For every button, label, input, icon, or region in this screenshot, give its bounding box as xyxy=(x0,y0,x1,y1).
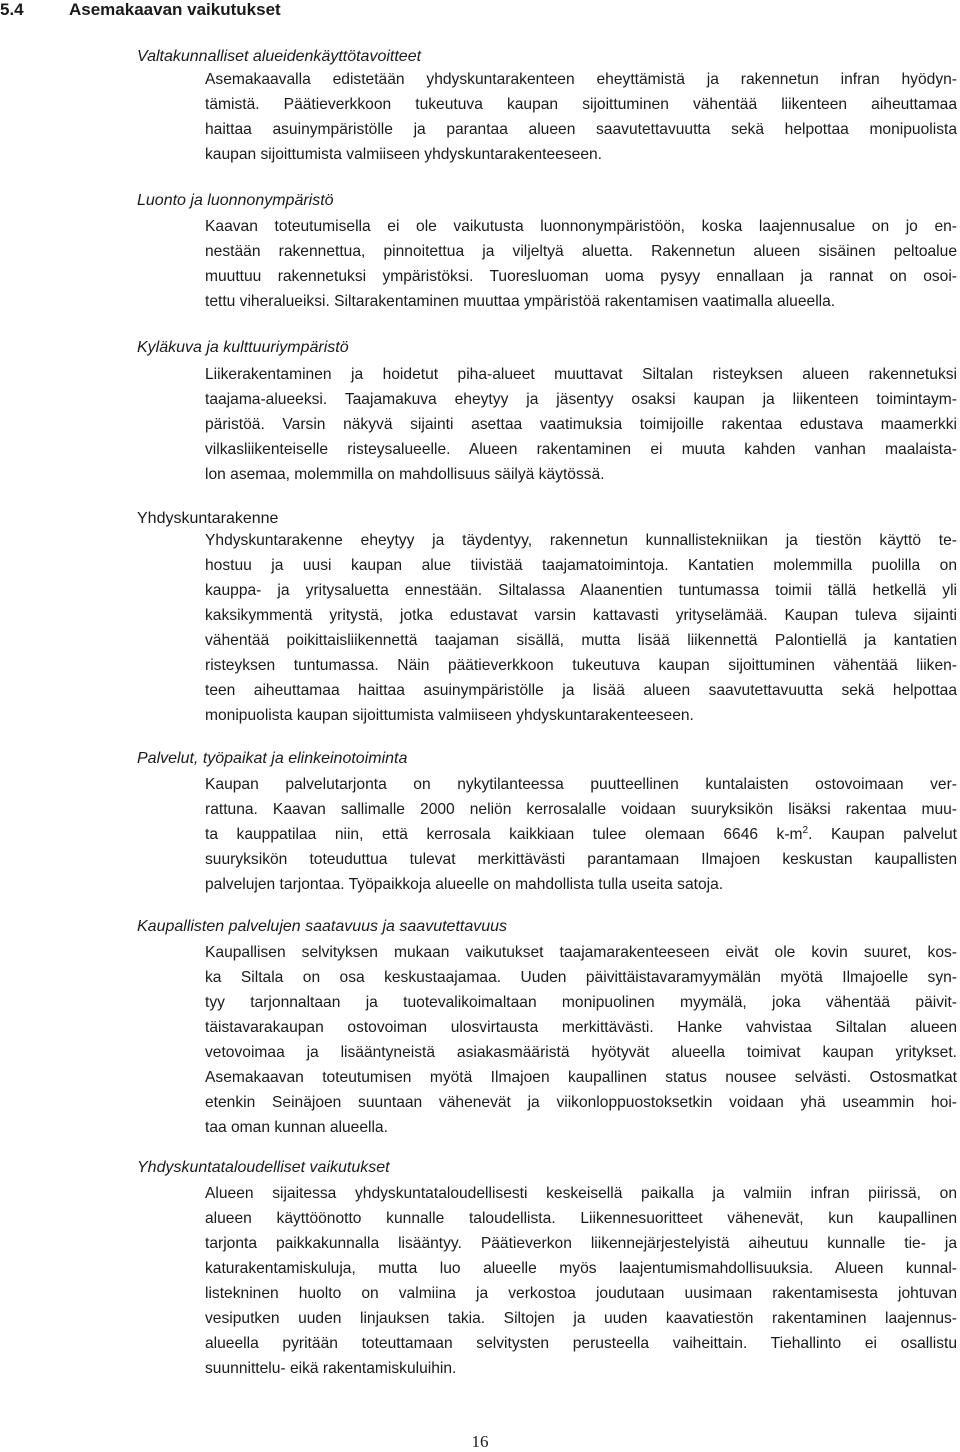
body-line: vähentää poikittaisliikennettä taajaman sisällä, mutta lisää liikennettä Palontiellä ja kantatien xyxy=(205,632,957,649)
body-line: suuryksikön toteuduttua tulevat merkittävästi parantamaan Ilmajoen keskustan kaupallisten xyxy=(205,851,957,868)
body-line: monipuolista kaupan sijoittumista valmiiseen yhdyskuntarakenteeseen. xyxy=(205,707,694,724)
body-line: kaksikymmentä yritystä, jotka edustavat varsin kattavasti yrityselämää. Kaupan tuleva sijainti xyxy=(205,607,957,624)
body-line: päristöä. Varsin näkyvä sijainti asettaa vaatimuksia toimijoille rakentaa edustava maamerkki xyxy=(205,416,957,433)
body-line: tämistä. Päätieverkkoon tukeutuva kaupan sijoittuminen vähentää liikenteen aiheuttamaa xyxy=(205,96,957,113)
subsection-body-kaupallisten xyxy=(205,940,957,1140)
section-heading-title: Asemakaavan vaikutukset xyxy=(69,0,281,19)
body-line-part: ta kauppatilaa niin, että kerrosala kaikkiaan tulee olemaan 6646 k-m xyxy=(205,826,803,843)
subsection-title-yhdyskuntarakenne: Yhdyskuntarakenne xyxy=(137,510,279,527)
body-line: haittaa asuinympäristölle ja parantaa alueen saavutettavuutta sekä helpottaa monipuolista xyxy=(205,121,957,138)
subsection-body-luonto xyxy=(205,214,957,314)
body-line: Liikerakentaminen ja hoidetut piha-alueet muuttavat Siltalan risteyksen alueen rakennetuksi xyxy=(205,366,957,383)
body-line: vilkasliikenteiselle risteysalueelle. Alueen rakentaminen ei muuta kahden vanhan maalaista- xyxy=(205,441,957,458)
subsection-title-luonto: Luonto ja luonnonympäristö xyxy=(137,192,334,209)
body-line: Kaupan palvelutarjonta on nykytilanteessa puutteellinen kuntalaisten ostovoimaan ver- xyxy=(205,776,957,793)
body-line: lon asemaa, molemmilla on mahdollisuus säilyä käytössä. xyxy=(205,466,605,483)
body-line: Kaupallisen selvityksen mukaan vaikutukset taajamarakenteeseen eivät ole kovin suuret, kos- xyxy=(205,944,957,961)
body-line: taa oman kunnan alueella. xyxy=(205,1119,388,1136)
body-line: rattuna. Kaavan sallimalle 2000 neliön kerrosalalle voidaan suuryksikön lisäksi rakentaa muu- xyxy=(205,801,957,818)
body-line: Asemakaavan toteutumisen myötä Ilmajoen kaupallinen status nousee selvästi. Ostosmatkat xyxy=(205,1069,957,1086)
body-line: alueella pyritään toteuttamaan selvitysten perusteella vaiheittain. Tiehallinto ei osallistu xyxy=(205,1335,957,1352)
body-line: Alueen sijaitessa yhdyskuntataloudellisesti keskeisellä paikalla ja valmiin infran piirissä, on xyxy=(205,1185,957,1202)
body-line: palvelujen tarjontaa. Työpaikkoja alueelle on mahdollista tulla useita satoja. xyxy=(205,876,724,893)
body-line: risteyksen tuntumassa. Näin päätieverkkoon tukeutuva kaupan sijoittuminen vähentää liiken- xyxy=(205,657,957,674)
body-line: ka Siltala on osa keskustaajamaa. Uuden päivittäistavaramyymälän myötä Ilmajoelle syn- xyxy=(205,969,957,986)
subsection-title-yhdyskuntataloudelliset: Yhdyskuntataloudelliset vaikutukset xyxy=(137,1159,390,1176)
body-line: vetovoimaa ja lisääntyneistä asiakasmääristä hyötyvät alueella toimivat kaupan yritykset. xyxy=(205,1044,957,1061)
body-line: etenkin Seinäjoen suuntaan vähenevät ja viikonloppuostoksetkin voidaan yhä useammin hoi- xyxy=(205,1094,957,1111)
body-line: hostuu ja uusi kaupan alue tiivistää taajamatoimintoja. Kantatien molemmilla puolilla on xyxy=(205,557,957,574)
body-line-with-superscript xyxy=(205,822,957,847)
body-line: tarjonta paikkakunnalla lisääntyy. Päätieverkon liikennejärjestelyistä aiheutuu kunnalle tie- ja xyxy=(205,1235,957,1252)
subsection-body-valtakunnalliset xyxy=(205,67,957,167)
body-line: Asemakaavalla edistetään yhdyskuntarakenteen eheyttämistä ja rakennetun infran hyödyn- xyxy=(205,71,957,88)
body-line: alueen käyttöönotto kunnalle taloudellista. Liikennesuoritteet vähenevät, kun kaupallinen xyxy=(205,1210,957,1227)
body-line: tyy tarjonnaltaan ja tuotevalikoimaltaan monipuolinen myymälä, joka vähentää päivit- xyxy=(205,994,957,1011)
subsection-title-valtakunnalliset: Valtakunnalliset alueidenkäyttötavoitteet xyxy=(137,48,422,65)
body-line: Kaavan toteutumisella ei ole vaikutusta luonnonympäristöön, koska laajennusalue on jo en- xyxy=(205,218,957,235)
body-line: täistavarakaupan ostovoiman ulosvirtausta merkittävästi. Hanke vahvistaa Siltalan alueen xyxy=(205,1019,957,1036)
area-unit-superscript: 2 xyxy=(802,824,809,836)
body-line: suunnittelu- eikä rakentamiskuluihin. xyxy=(205,1360,457,1377)
body-line: kauppa- ja yritysaluetta ennestään. Siltalassa Alaanentien tuntumassa toimii tällä hetkellä yli xyxy=(205,582,957,599)
subsection-title-kylakuva: Kyläkuva ja kulttuuriympäristö xyxy=(137,339,349,356)
body-line: listekninen huolto on valmiina ja verkostoa joudutaan uusimaan rakentamisesta johtuvan xyxy=(205,1285,957,1302)
body-line: vesiputken uuden linjauksen takia. Siltojen ja uuden kaavatiestön rakentaminen laajennus- xyxy=(205,1310,957,1327)
section-number: 5.4 xyxy=(0,0,24,19)
subsection-body-yhdyskuntarakenne xyxy=(205,528,957,728)
body-line: nestään rakennettua, pinnoitettua ja viljeltyä aluetta. Rakennetun alueen sisäinen peltoalue xyxy=(205,243,957,260)
subsection-title-kaupallisten: Kaupallisten palvelujen saatavuus ja saavutettavuus xyxy=(137,918,508,935)
page-number: 16 xyxy=(471,1432,489,1451)
body-line: Yhdyskuntarakenne eheytyy ja täydentyy, rakennetun kunnallistekniikan ja tiestön käyttö te- xyxy=(205,532,957,549)
subsection-body-palvelut xyxy=(205,772,957,897)
subsection-title-palvelut: Palvelut, työpaikat ja elinkeinotoiminta xyxy=(137,750,408,767)
body-line: tettu viheralueiksi. Siltarakentaminen muuttaa ympäristöä rakentamisen vaatimalla alueella. xyxy=(205,293,836,310)
subsection-body-kylakuva xyxy=(205,362,957,487)
body-line-part: . Kaupan palvelut xyxy=(808,826,957,843)
body-line: muuttuu rakennetuksi ympäristöksi. Tuoresluoman uoma pysyy ennallaan ja rannat on osoi- xyxy=(205,268,957,285)
section-heading xyxy=(0,0,281,20)
body-line: taajama-alueeksi. Taajamakuva eheytyy ja jäsentyy osaksi kaupan ja liikenteen toimintaym- xyxy=(205,391,957,408)
subsection-body-yhdyskuntataloudelliset xyxy=(205,1181,957,1381)
body-line: katurakentamiskuluja, mutta luo alueelle myös laajentumismahdollisuuksia. Alueen kunnal- xyxy=(205,1260,957,1277)
body-line: kaupan sijoittumista valmiiseen yhdyskuntarakenteeseen. xyxy=(205,146,602,163)
body-line: teen aiheuttamaa haittaa asuinympäristölle ja lisää alueen saavutettavuutta sekä helpottaa xyxy=(205,682,957,699)
